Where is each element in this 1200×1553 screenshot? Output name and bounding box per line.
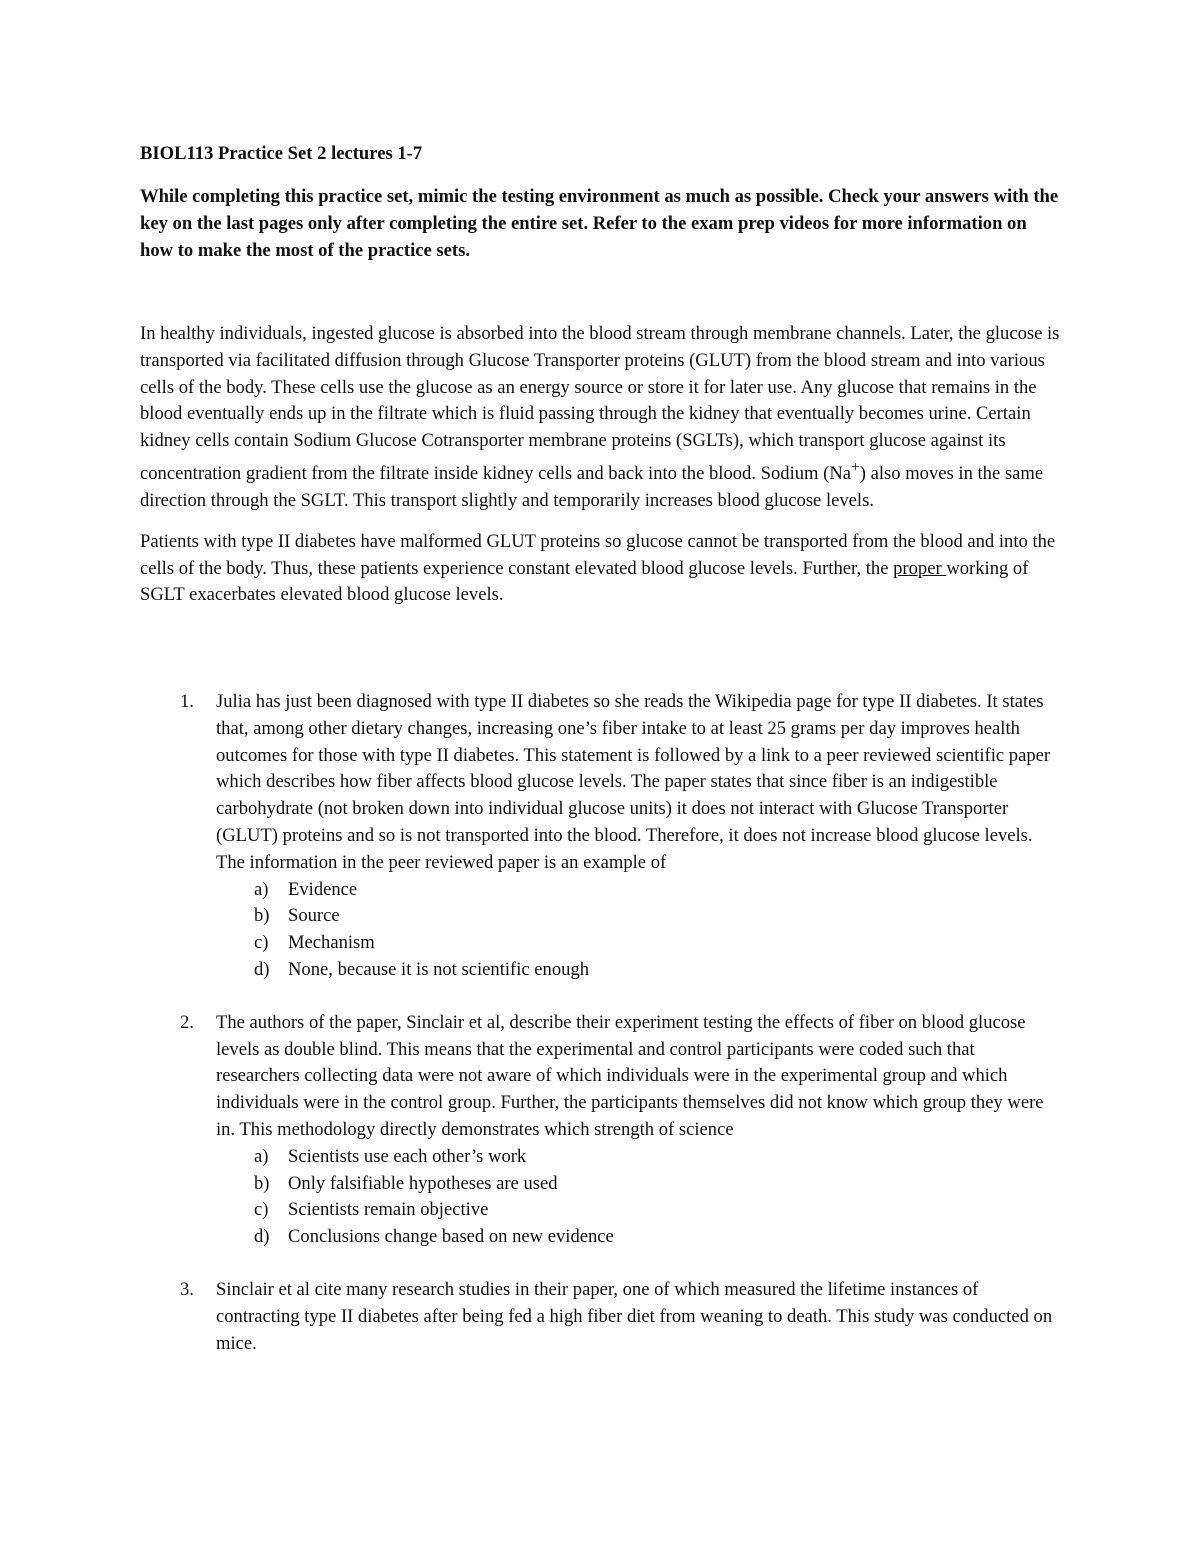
option-label: d) bbox=[254, 958, 270, 980]
question-3 bbox=[140, 1277, 1060, 1357]
option-label: c) bbox=[254, 932, 269, 954]
option-label: a) bbox=[254, 878, 269, 900]
answer-option bbox=[216, 957, 1060, 984]
answer-option bbox=[216, 903, 1060, 930]
option-label: c) bbox=[254, 1199, 269, 1221]
option-text: Mechanism bbox=[288, 932, 375, 954]
passage-paragraph-1 bbox=[140, 321, 1060, 515]
question-list bbox=[140, 689, 1060, 1383]
answer-option bbox=[216, 930, 1060, 957]
question-2 bbox=[140, 1010, 1060, 1251]
question-1 bbox=[140, 689, 1060, 984]
option-text: None, because it is not scientific enough bbox=[288, 958, 590, 980]
answer-option bbox=[216, 1171, 1060, 1198]
option-text: Scientists remain objective bbox=[288, 1199, 489, 1221]
answer-option bbox=[216, 1197, 1060, 1224]
question-number: 2. bbox=[180, 1011, 194, 1033]
passage-text: working of SGLT exacerbates elevated blood glucose levels. bbox=[140, 557, 1029, 606]
passage-text: Patients with type II diabetes have malformed GLUT proteins so glucose cannot be transported from the blood and into the cells of the body. Thus, these patients experience constant elevated blood glucose levels. Further, the bbox=[140, 530, 1056, 579]
option-text: Evidence bbox=[288, 878, 358, 900]
answer-option bbox=[216, 1224, 1060, 1251]
question-number: 3. bbox=[180, 1278, 194, 1300]
option-text: Only falsifiable hypotheses are used bbox=[288, 1172, 558, 1194]
instructions: While completing this practice set, mimic the testing environment as much as possible. Check your answers with the key on the last pages only after completing the entire set. Refer to the exam prep videos for more information on how to make the most of the practice sets. bbox=[140, 186, 1059, 261]
question-stem: Sinclair et al cite many research studies in their paper, one of which measured the lifetime instances of contracting type II diabetes after being fed a high fiber diet from weaning to death. This study was conducted on mice. bbox=[216, 1278, 1053, 1354]
option-label: d) bbox=[254, 1226, 270, 1248]
document-title: BIOL113 Practice Set 2 lectures 1-7 bbox=[140, 143, 423, 164]
question-stem: The authors of the paper, Sinclair et al, describe their experiment testing the effects of fiber on blood glucose levels as double blind. This means that the experimental and control participants were coded such that researchers collecting data were not aware of which individuals were in the experimental group and which individuals were in the control group. Further, the participants themselves did not know which group they were in. This methodology directly demonstrates which strength of science bbox=[216, 1011, 1044, 1140]
answer-option bbox=[216, 877, 1060, 904]
option-label: a) bbox=[254, 1145, 269, 1167]
option-text: Conclusions change based on new evidence bbox=[288, 1226, 614, 1248]
answer-option bbox=[216, 1144, 1060, 1171]
passage-paragraph-2 bbox=[140, 529, 1060, 609]
question-stem: Julia has just been diagnosed with type II diabetes so she reads the Wikipedia page for type II diabetes. It states that, among other dietary changes, increasing one’s fiber intake to at least 25 grams per day improves health outcomes for those with type II diabetes. This statement is followed by a link to a peer reviewed scientific paper which describes how fiber affects blood glucose levels. The paper states that since fiber is an indigestible carbohydrate (not broken down into individual glucose units) it does not interact with Glucose Transporter (GLUT) proteins and so is not transported into the blood. Therefore, it does not increase blood glucose levels. The information in the peer reviewed paper is an example of bbox=[216, 691, 1051, 873]
superscript-plus: + bbox=[851, 458, 860, 476]
answer-options bbox=[216, 1144, 1060, 1251]
passage-text: ) also moves in the same direction through the SGLT. This transport slightly and temporarily increases blood glucose levels. bbox=[140, 463, 1044, 511]
option-text: Source bbox=[288, 905, 340, 927]
option-label: b) bbox=[254, 1172, 270, 1194]
option-text: Scientists use each other’s work bbox=[288, 1145, 527, 1167]
underlined-word: proper bbox=[893, 557, 947, 579]
question-number: 1. bbox=[180, 691, 194, 712]
reading-passage bbox=[140, 321, 1060, 623]
option-label: b) bbox=[254, 905, 270, 927]
answer-options bbox=[216, 877, 1060, 984]
passage-text: In healthy individuals, ingested glucose is absorbed into the blood stream through membrane channels. Later, the glucose is transported via facilitated diffusion through Glucose Transporter proteins (GLUT) from the blood stream and into various cells of the body. These cells use the glucose as an energy source or store it for later use. Any glucose that remains in the blood eventually ends up in the filtrate which is fluid passing through the kidney that eventually becomes urine. Certain kidney cells contain Sodium Glucose Cotransporter membrane proteins (SGLTs), which transport glucose against its concentration gradient from the filtrate inside kidney cells and back into the blood. Sodium (Na bbox=[140, 323, 1060, 485]
